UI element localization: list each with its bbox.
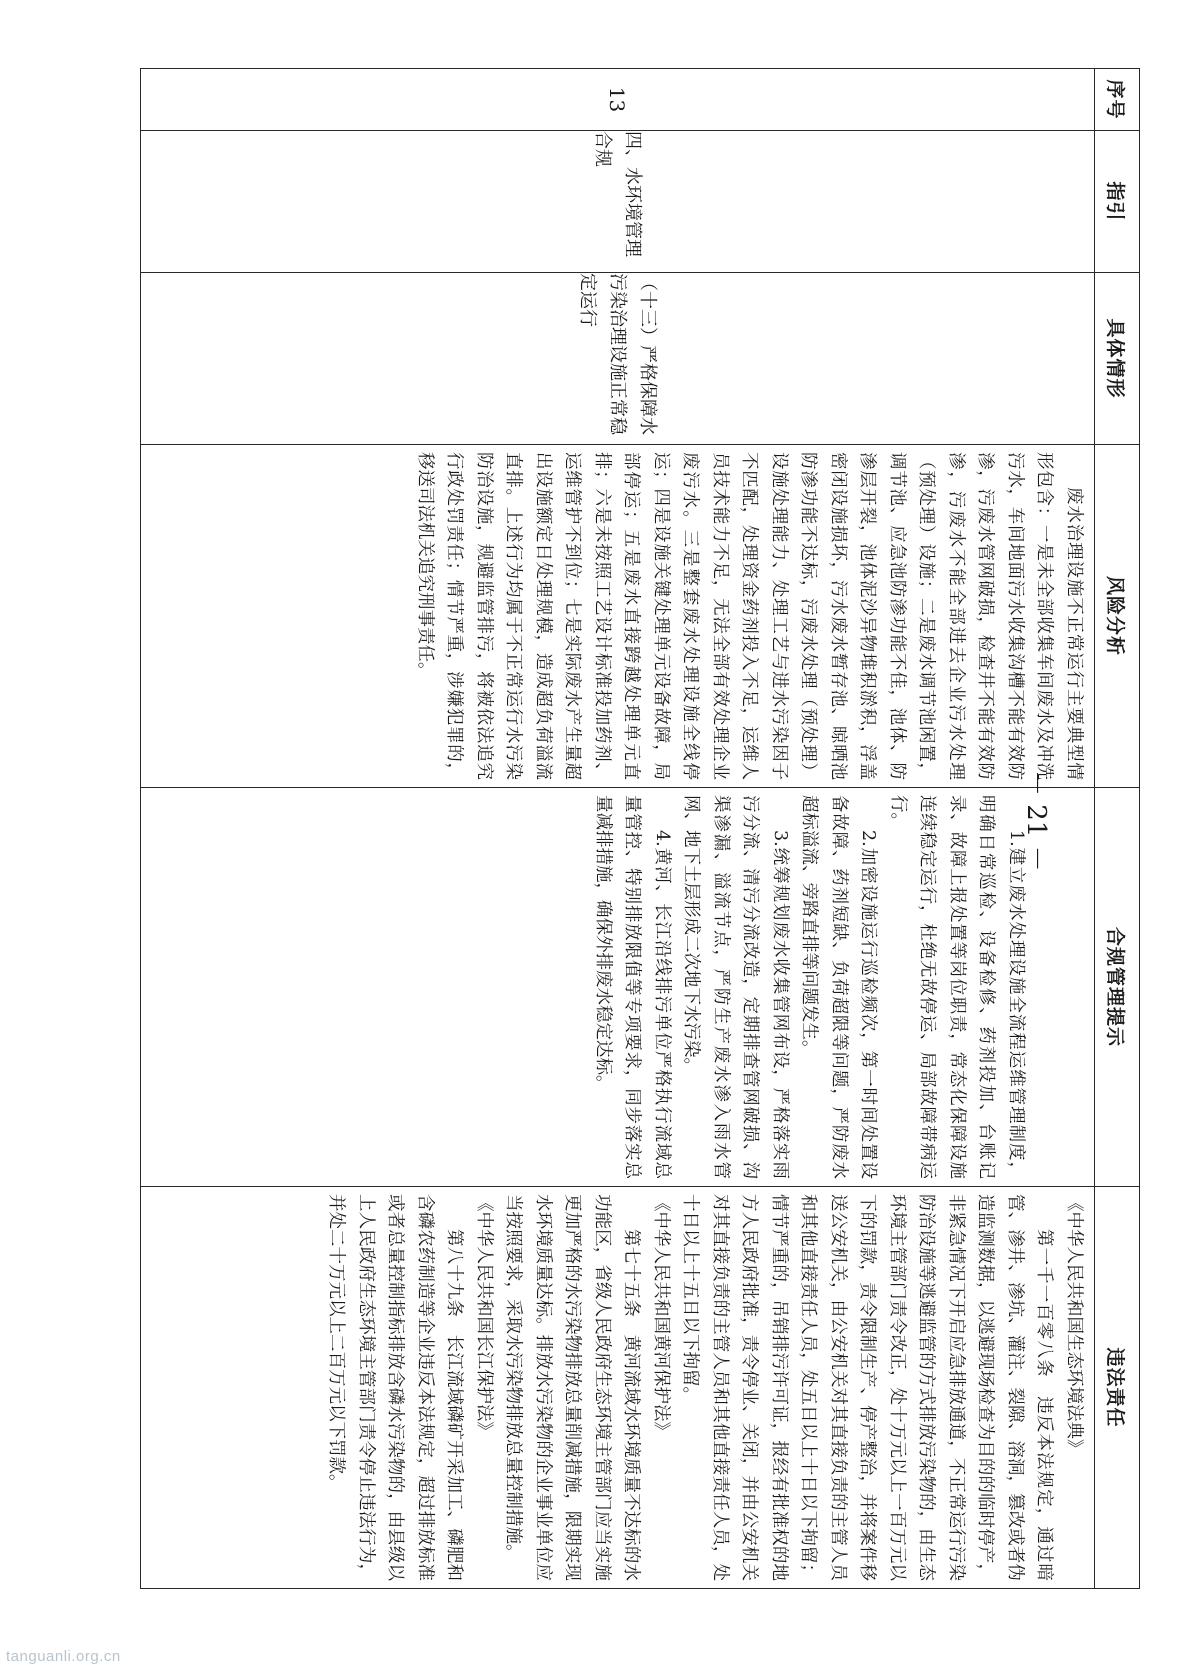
table-row xyxy=(141,69,1095,1589)
header-situation: 具体情形 xyxy=(1095,273,1140,445)
watermark-text: tanguanli.org.cn xyxy=(6,1648,121,1665)
row-guide: 四、水环境管理合规 xyxy=(141,131,1095,273)
compliance-tip-4: 4.黄河、长江沿线排污单位严格执行流域总量管控、特别排放限值等专项要求，同步落实总量减排措施，确保外排废水稳定达标。 xyxy=(593,795,672,1179)
table-header-row xyxy=(1095,69,1140,1589)
row-number: 13 xyxy=(141,69,1095,131)
header-guide: 指引 xyxy=(1095,131,1140,273)
compliance-tip-1: 1.建立废水处理设施全流程运维管理制度，明确日常巡检、设备检修、药剂投加、台账记录、故障上报处置等岗位职责，常态化保障设施连续稳定运行，杜绝无故停运、局部故障带病运行。 xyxy=(888,795,1026,1179)
header-risk-analysis: 风险分析 xyxy=(1095,445,1140,788)
law-text-yangtze: 第八十九条 长江流域磷矿开采加工、磷肥和含磷农药制造等企业违反本法规定，超过排放标准或者总量控制指标排放含磷水污染物的，由县级以上人民政府生态环境主管部门责令停止违法行为，并处二十万元以上二百万元以下罚款。 xyxy=(326,1194,465,1581)
header-compliance-tips: 合规管理提示 xyxy=(1095,788,1140,1187)
compliance-tip-2: 2.加密设施运行巡检频次，第一时间处置设备故障、药剂短缺、负荷超限等问题，严防废水超标溢流、旁路直排等问题发生。 xyxy=(799,795,879,1179)
risk-analysis-cell xyxy=(141,445,1095,788)
law-title-yangtze: 《中华人民共和国长江保护法》 xyxy=(474,1194,494,1439)
page-number: － 21 － xyxy=(1021,770,1051,872)
liability-block xyxy=(315,1187,1094,1588)
law-title-ecology: 《中华人民共和国生态环境法典》 xyxy=(1064,1194,1084,1457)
law-text-ecology: 第一千一百零八条 违反本法规定，通过暗管、渗井、渗坑、灌注、裂隙、溶洞，篡改或者伪造监测数据，以逃避现场检查为目的的临时停产，非紧急情况下开启应急排放通道，不正常运行污染防治设施等逃避监管的方式排放污染物的，由生态环境主管部门责令改正，处十万元以上一百万元以下的罚款，责令限制生产、停产整治，并将案件移送公安机关，由公安机关对其直接负责的主管人员和其他直接责任人员，处五日以上十日以下拘留；情节严重的，吊销排污许可证，报经有批准权的地方人民政府批准，责令停业、关闭，并由公安机关对其直接负责的主管人员和其他直接责任人员，处十日以上十五日以下拘留。 xyxy=(680,1194,1055,1581)
liability-cell xyxy=(141,1187,1095,1589)
regulation-table xyxy=(140,68,1140,1589)
rotated-table-container xyxy=(140,68,1140,1588)
row-situation: （十三）严格保障水污染治理设施正常稳定运行 xyxy=(141,273,1095,445)
header-number: 序号 xyxy=(1095,69,1140,131)
law-title-yellow-river: 《中华人民共和国黄河保护法》 xyxy=(651,1194,671,1439)
compliance-tip-3: 3.统筹规划废水收集管网布设，严格落实雨污分流、清污分流改造，定期排查管网破损、沟渠渗漏、溢流节点，严防生产废水渗入雨水管网、地下土层形成二次地下水污染。 xyxy=(681,795,790,1179)
law-text-yellow-river: 第七十五条 黄河流域水环境质量不达标的水功能区，省级人民政府生态环境主管部门应当实施更加严格的水污染物排放总量削减措施，限期实现水环境质量达标。排放水污染物的企业事业单位应当按照要求，采取水污染物排放总量控制措施。 xyxy=(503,1194,642,1581)
compliance-tips-cell xyxy=(141,788,1095,1187)
header-liability: 违法责任 xyxy=(1095,1187,1140,1589)
risk-analysis-text: 废水治理设施不正常运行主要典型情形包含：一是未全部收集车间废水及冲洗污水，车间地面污水收集沟槽不能有效防渗，污废水管网破损，检查井不能有效防渗，污废水不能全部进去企业污水处理（预处理）设施；二是废水调节池闲置，调节池、应急池防渗功能不佳，池体、防渗层开裂，池体泥沙异物堆积淤积，浮盖密闭设施损坏，污水废水暂存池、晾晒池防渗功能不达标，污废水处理（预处理）设施处理能力、处理工艺与进水污染因子不匹配，处理资金药剂投入不足，运维人员技术能力不足，无法全部有效处理企业废污水。三是整套废水处理设施全线停运；四是设施关键处理单元设备故障，局部停运；五是废水直接跨越处理单元直排；六是未按照工艺设计标准投加药剂、运维管护不到位；七是实际废水产生量超出设施额定日处理规模，造成超负荷溢流直排。上述行为均属于不正常运行水污染防治设施，规避监管排污，将被依法追究行政处罚责任；情节严重，涉嫌犯罪的，移送司法机关追究刑事责任。 xyxy=(415,452,1084,780)
